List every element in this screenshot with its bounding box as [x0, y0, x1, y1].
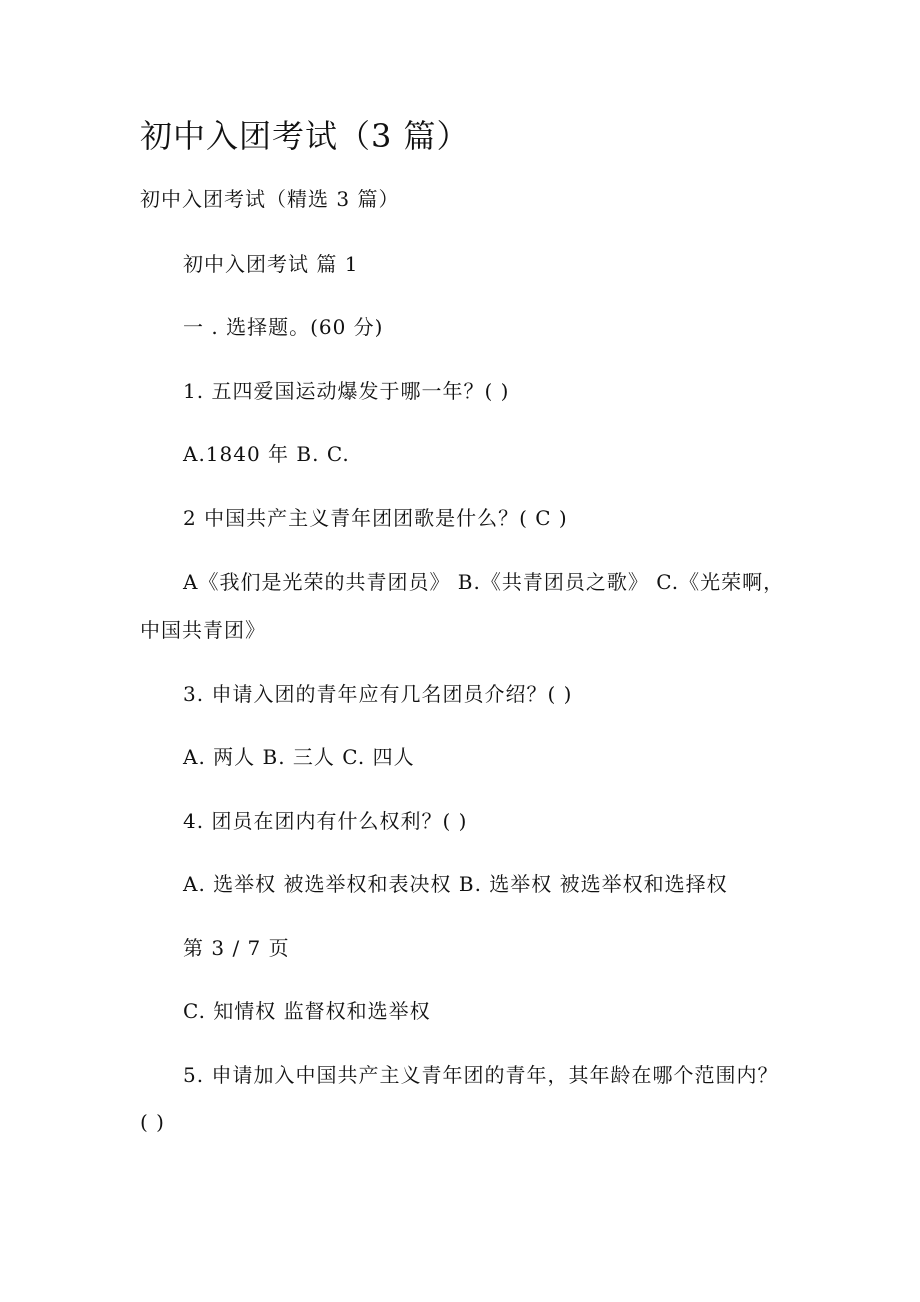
question-1-options: A.1840 年 B. C. — [183, 442, 350, 466]
section-heading: 初中入团考试 篇 1 — [183, 252, 359, 276]
page-number: 第 3 / 7 页 — [183, 936, 290, 960]
question-1: 1. 五四爱国运动爆发于哪一年？( ) — [183, 379, 510, 403]
document-subtitle: 初中入团考试（精选 3 篇） — [140, 187, 400, 211]
question-2-options-continued: 中国共青团》 — [140, 618, 266, 642]
question-4: 4. 团员在团内有什么权利？( ) — [183, 809, 468, 833]
question-4-option-c: C. 知情权 监督权和选举权 — [183, 999, 431, 1023]
question-2: 2 中国共产主义青年团团歌是什么？( C ) — [183, 506, 568, 530]
question-2-options: A《我们是光荣的共青团员》 B.《共青团员之歌》 C.《光荣啊， — [183, 570, 785, 594]
question-5: 5. 申请加入中国共产主义青年团的青年，其年龄在哪个范围内？ — [183, 1063, 779, 1087]
document-title: 初中入团考试（3 篇） — [140, 117, 470, 155]
question-3-options: A. 两人 B. 三人 C. 四人 — [183, 745, 415, 769]
question-3: 3. 申请入团的青年应有几名团员介绍？( ) — [183, 682, 573, 706]
question-4-options: A. 选举权 被选举权和表决权 B. 选举权 被选举权和选择权 — [183, 872, 728, 896]
part-heading: 一 . 选择题。(60 分) — [183, 315, 384, 339]
question-5-blank: ( ) — [140, 1110, 165, 1134]
